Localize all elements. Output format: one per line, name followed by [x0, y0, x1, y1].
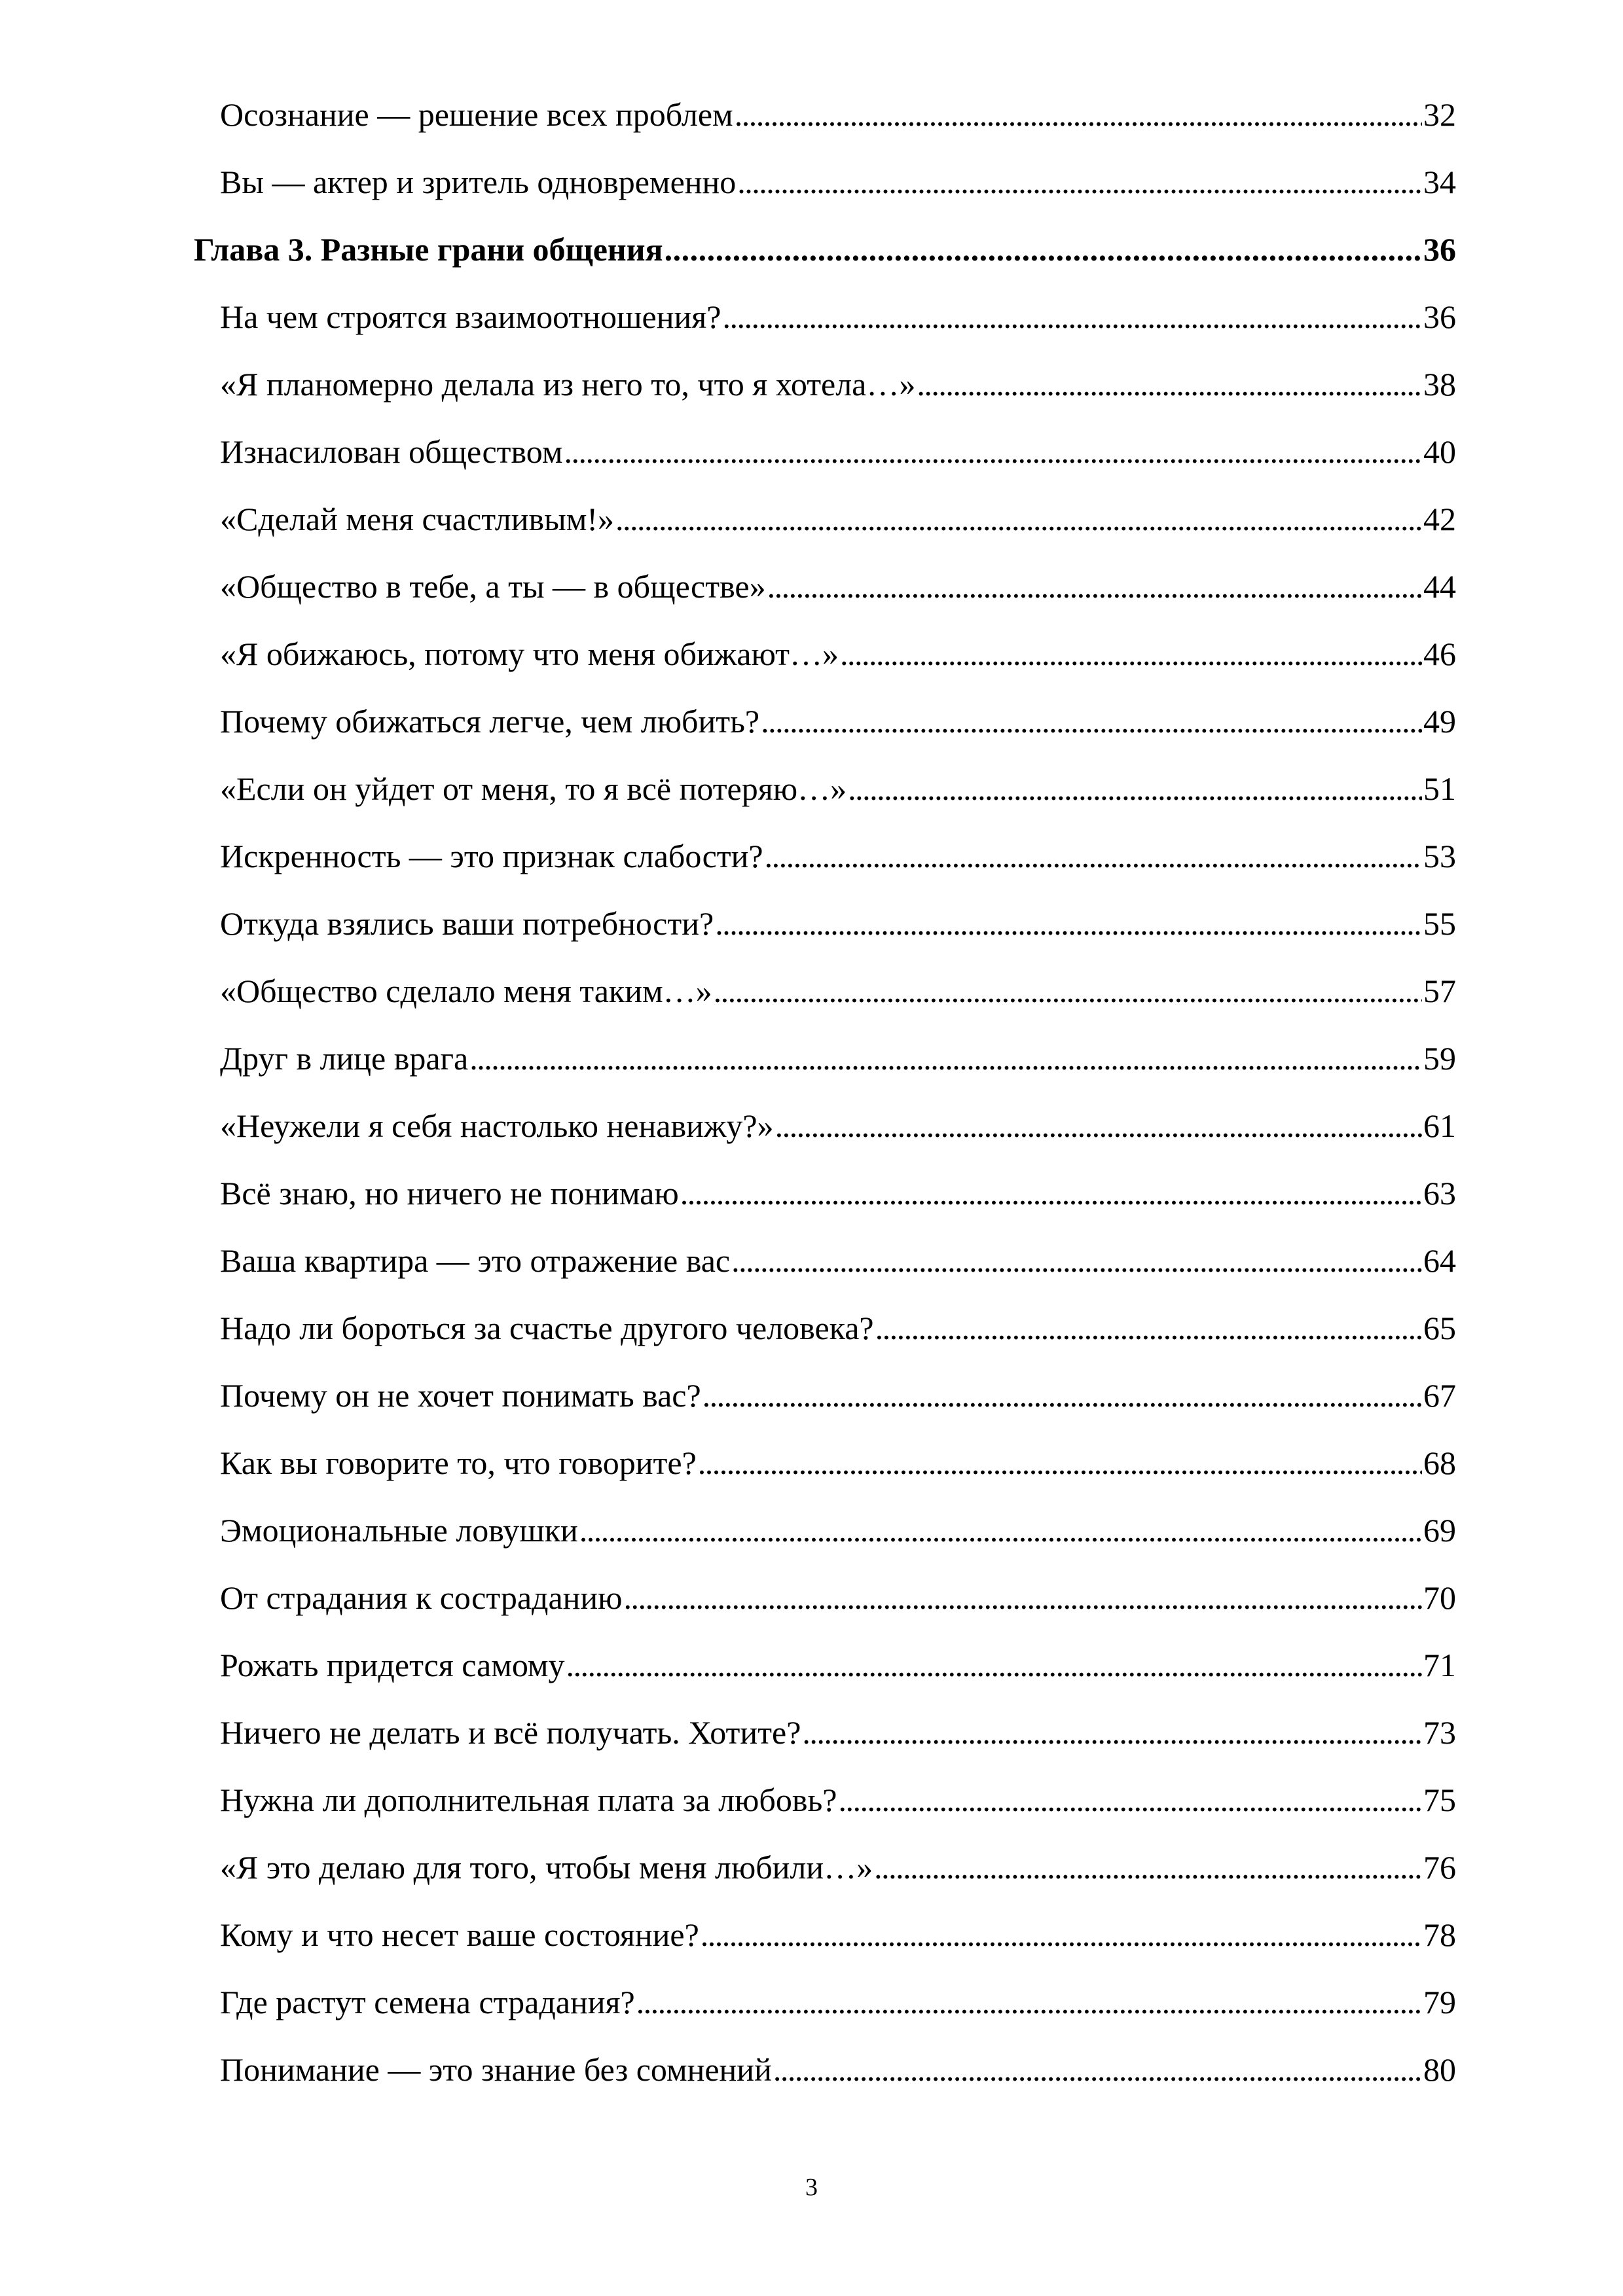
dot-leader: [714, 971, 1422, 1011]
toc-entry-page: 55: [1423, 905, 1456, 942]
toc-entry-title: «Если он уйдет от меня, то я всё потеряю…»: [220, 770, 847, 807]
dot-leader: [731, 1241, 1422, 1280]
toc-chapter-heading[interactable]: [194, 230, 1456, 269]
toc-entry-title: Вы — актер и зритель одновременно: [220, 164, 737, 200]
toc-entry-title: Рожать придется самому: [220, 1647, 565, 1683]
toc-entry[interactable]: [220, 1511, 1456, 1550]
toc-entry-title: «Общество в тебе, а ты — в обществе»: [220, 568, 766, 605]
dot-leader: [715, 904, 1422, 943]
toc-entry-title: Эмоциональные ловушки: [220, 1512, 578, 1549]
toc-entry[interactable]: [220, 1982, 1456, 2022]
toc-entry-title: Откуда взялись ваши потребности?: [220, 905, 714, 942]
dot-leader: [636, 1982, 1422, 2022]
toc-entry-title: На чем строятся взаимоотношения?: [220, 298, 721, 335]
toc-entry-page: 76: [1423, 1849, 1456, 1886]
toc-entry-title: Изнасилован обществом: [220, 433, 563, 470]
toc-entry-page: 69: [1423, 1512, 1456, 1549]
toc-entry-page: 36: [1423, 231, 1456, 268]
toc-entry[interactable]: [220, 1106, 1456, 1145]
toc-entry-page: 67: [1423, 1377, 1456, 1414]
toc-entry-page: 53: [1423, 838, 1456, 874]
toc-entry[interactable]: [220, 432, 1456, 471]
dot-leader: [874, 1848, 1422, 1887]
dot-leader: [773, 2050, 1422, 2089]
toc-entry-page: 78: [1423, 1916, 1456, 1953]
toc-entry[interactable]: [220, 95, 1456, 134]
dot-leader: [722, 297, 1422, 336]
dot-leader: [848, 769, 1422, 808]
dot-leader: [665, 230, 1422, 269]
toc-entry-page: 49: [1423, 703, 1456, 740]
toc-entry-page: 38: [1423, 366, 1456, 403]
toc-entry-page: 32: [1423, 96, 1456, 133]
toc-entry-page: 40: [1423, 433, 1456, 470]
toc-entry-title: «Сделай меня счастливым!»: [220, 501, 615, 537]
toc-entry-page: 59: [1423, 1040, 1456, 1077]
toc-entry-page: 57: [1423, 973, 1456, 1009]
toc-entry-title: «Я обижаюсь, потому что меня обижают…»: [220, 636, 839, 672]
dot-leader: [702, 1376, 1422, 1415]
toc-entry[interactable]: [220, 1578, 1456, 1617]
toc-entry-page: 46: [1423, 636, 1456, 672]
toc-entry[interactable]: [220, 1915, 1456, 1954]
toc-entry[interactable]: [220, 1443, 1456, 1482]
dot-leader: [775, 1106, 1422, 1145]
toc-entry[interactable]: [220, 297, 1456, 336]
toc-entry-title: Почему он не хочет понимать вас?: [220, 1377, 701, 1414]
toc-entry[interactable]: [220, 634, 1456, 673]
dot-leader: [566, 1645, 1422, 1685]
toc-entry-title: Ваша квартира — это отражение вас: [220, 1242, 731, 1279]
toc-entry-page: 51: [1423, 770, 1456, 807]
dot-leader: [735, 95, 1422, 134]
toc-entry[interactable]: [220, 1780, 1456, 1820]
dot-leader: [761, 702, 1422, 741]
toc-entry[interactable]: [220, 1376, 1456, 1415]
toc-entry-page: 71: [1423, 1647, 1456, 1683]
page-number: 3: [805, 2174, 818, 2201]
toc-entry-page: 61: [1423, 1107, 1456, 1144]
dot-leader: [838, 1780, 1422, 1820]
dot-leader: [917, 365, 1422, 404]
toc-entry-title: Глава 3. Разные грани общения: [194, 231, 663, 268]
toc-entry-title: Ничего не делать и всё получать. Хотите?: [220, 1714, 801, 1751]
toc-entry[interactable]: [220, 702, 1456, 741]
toc-entry[interactable]: [220, 365, 1456, 404]
toc-entry[interactable]: [220, 1174, 1456, 1213]
toc-entry-page: 75: [1423, 1782, 1456, 1818]
dot-leader: [840, 634, 1422, 673]
toc-entry-page: 63: [1423, 1175, 1456, 1211]
toc-entry-page: 70: [1423, 1579, 1456, 1616]
dot-leader: [680, 1174, 1422, 1213]
toc-entry[interactable]: [220, 162, 1456, 202]
toc-entry-title: «Я планомерно делала из него то, что я хотела…»: [220, 366, 916, 403]
toc-entry-title: Надо ли бороться за счастье другого человека?: [220, 1310, 874, 1346]
toc-entry[interactable]: [220, 1713, 1456, 1752]
toc-entry[interactable]: [220, 1241, 1456, 1280]
toc-entry[interactable]: [220, 1645, 1456, 1685]
toc-entry-title: Искренность — это признак слабости?: [220, 838, 763, 874]
dot-leader: [701, 1915, 1422, 1954]
toc-entry-title: Понимание — это знание без сомнений: [220, 2051, 772, 2088]
dot-leader: [698, 1443, 1422, 1482]
dot-leader: [802, 1713, 1422, 1752]
toc-entry[interactable]: [220, 836, 1456, 876]
toc-entry-title: «Я это делаю для того, чтобы меня любили…»: [220, 1849, 873, 1886]
toc-entry[interactable]: [220, 971, 1456, 1011]
dot-leader: [615, 499, 1422, 539]
toc-entry-title: Нужна ли дополнительная плата за любовь?: [220, 1782, 837, 1818]
toc-entry-title: Кому и что несет ваше состояние?: [220, 1916, 699, 1953]
toc-entry-page: 73: [1423, 1714, 1456, 1751]
dot-leader: [624, 1578, 1422, 1617]
dot-leader: [767, 567, 1422, 606]
dot-leader: [564, 432, 1423, 471]
toc-entry-title: Осознание — решение всех проблем: [220, 96, 733, 133]
toc-entry-page: 65: [1423, 1310, 1456, 1346]
toc-entry-page: 79: [1423, 1984, 1456, 2020]
toc-entry-title: Как вы говорите то, что говорите?: [220, 1444, 697, 1481]
toc-entry-title: От страдания к состраданию: [220, 1579, 623, 1616]
toc-entry[interactable]: [220, 904, 1456, 943]
toc-entry-page: 64: [1423, 1242, 1456, 1279]
toc-entry[interactable]: [220, 2050, 1456, 2089]
toc-entry-title: Почему обижаться легче, чем любить?: [220, 703, 760, 740]
toc-entry[interactable]: [220, 567, 1456, 606]
toc-entry-page: 68: [1423, 1444, 1456, 1481]
toc-entry-title: Всё знаю, но ничего не понимаю: [220, 1175, 679, 1211]
toc-entry-page: 44: [1423, 568, 1456, 605]
toc-entry[interactable]: [220, 769, 1456, 808]
dot-leader: [469, 1039, 1422, 1078]
toc-entry-title: «Неужели я себя настолько ненавижу?»: [220, 1107, 774, 1144]
toc-entry-page: 80: [1423, 2051, 1456, 2088]
dot-leader: [579, 1511, 1422, 1550]
toc-entry-page: 34: [1423, 164, 1456, 200]
toc-entry[interactable]: [220, 1848, 1456, 1887]
toc-entry-title: Друг в лице врага: [220, 1040, 469, 1077]
toc-entry[interactable]: [220, 1308, 1456, 1348]
toc-entry-title: Где растут семена страдания?: [220, 1984, 635, 2020]
toc-entry-page: 36: [1423, 298, 1456, 335]
dot-leader: [875, 1308, 1422, 1348]
toc-entry[interactable]: [220, 1039, 1456, 1078]
toc-entry-page: 42: [1423, 501, 1456, 537]
dot-leader: [737, 162, 1422, 202]
toc-entry-title: «Общество сделало меня таким…»: [220, 973, 712, 1009]
dot-leader: [765, 836, 1422, 876]
toc-entry[interactable]: [220, 499, 1456, 539]
